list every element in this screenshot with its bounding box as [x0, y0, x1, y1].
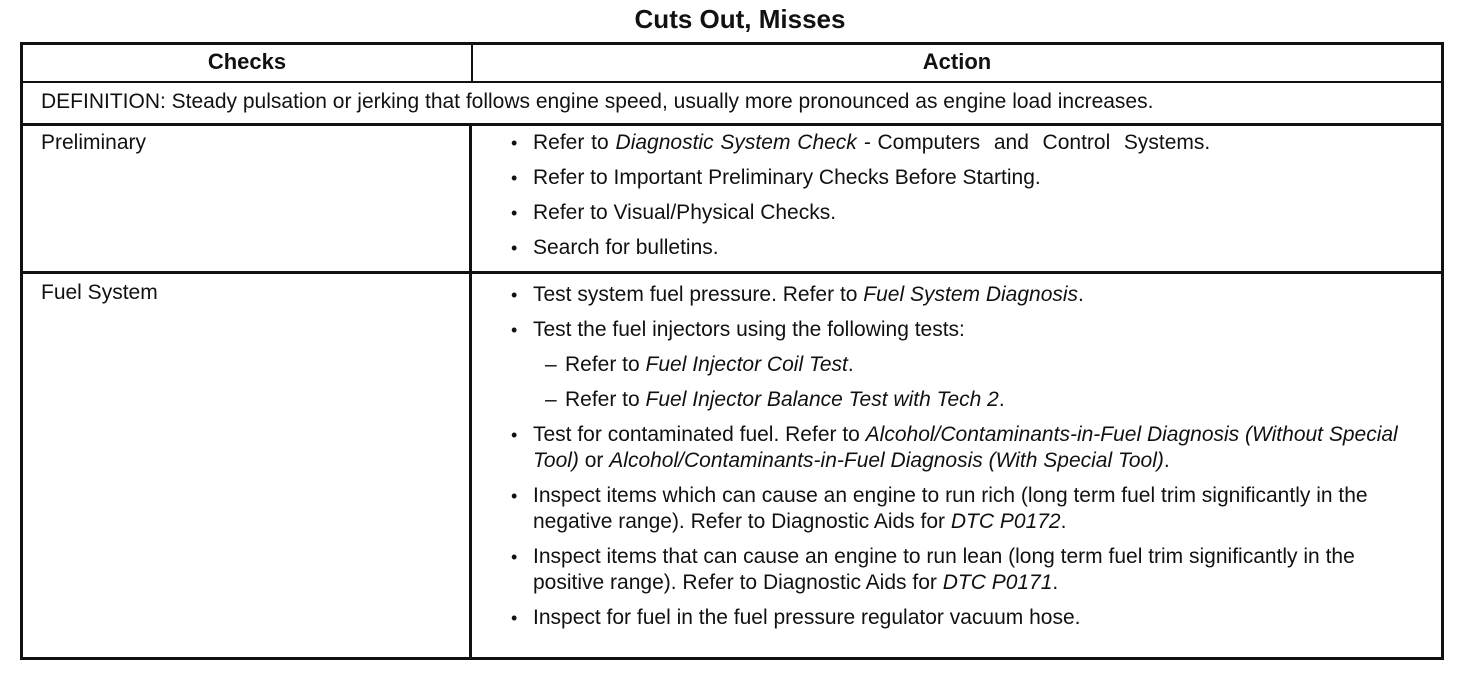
- action-text: Refer to: [565, 353, 646, 376]
- column-divider: [469, 126, 472, 271]
- action-text: Inspect items that can cause an engine to run lean (long term fuel trim significantly in the positive range). Refer to Diagnostic Aids for: [533, 545, 1355, 594]
- check-label-preliminary: Preliminary: [41, 131, 147, 154]
- header-action: Action: [922, 49, 992, 74]
- action-text: Refer to Important Preliminary Checks Before Starting.: [533, 166, 1041, 189]
- action-item: [509, 282, 1409, 308]
- bullet-icon: •: [511, 133, 518, 153]
- action-text: .: [1163, 449, 1170, 472]
- action-reference: Fuel System Diagnosis: [863, 283, 1079, 306]
- bullet-icon: •: [511, 285, 518, 305]
- action-subitem: [509, 352, 1409, 378]
- check-label-fuel-system: Fuel System: [41, 281, 158, 304]
- bullet-icon: •: [511, 168, 518, 188]
- action-reference: Alcohol/Contaminants-in-Fuel Diagnosis (Without Special Tool): [533, 423, 1398, 472]
- action-item: [509, 544, 1409, 596]
- header-checks: Checks: [207, 49, 287, 74]
- action-reference: Diagnostic System Check -: [615, 131, 878, 154]
- action-reference: Fuel Injector Coil Test: [645, 353, 848, 376]
- definition-row: DEFINITION: Steady pulsation or jerking that follows engine speed, usually more pronounced as engine load increases.: [23, 83, 1441, 126]
- action-item: [509, 200, 1409, 226]
- table-header: [23, 45, 1441, 83]
- bullet-icon: •: [511, 203, 518, 223]
- action-text: Computers and Control Systems.: [877, 131, 1211, 154]
- action-text: .: [847, 353, 854, 376]
- action-reference: DTC P0172: [950, 510, 1061, 533]
- bullet-icon: •: [511, 238, 518, 258]
- column-divider: [469, 274, 472, 657]
- table-row-fuel-system: [23, 274, 1441, 657]
- action-item: [509, 165, 1409, 191]
- action-text: Test system fuel pressure. Refer to: [533, 283, 864, 306]
- action-text: Refer to: [533, 131, 616, 154]
- dash-icon: –: [545, 388, 557, 411]
- action-item: [509, 483, 1409, 535]
- diagnosis-table: [20, 42, 1444, 660]
- action-list-fuel-system: [509, 282, 1409, 640]
- action-reference: Fuel Injector Balance Test with Tech 2: [645, 388, 999, 411]
- action-text: .: [998, 388, 1005, 411]
- action-text: Inspect items which can cause an engine to run rich (long term fuel trim significantly in the negative range). Refer to Diagnostic Aids for: [533, 484, 1368, 533]
- action-text: Refer to Visual/Physical Checks.: [533, 201, 837, 224]
- bullet-icon: •: [511, 608, 518, 628]
- bullet-icon: •: [511, 320, 518, 340]
- action-item: [509, 422, 1409, 474]
- action-text: or: [578, 449, 610, 472]
- dash-icon: –: [545, 353, 557, 376]
- action-reference: Alcohol/Contaminants-in-Fuel Diagnosis (With Special Tool): [609, 449, 1164, 472]
- action-text: Test for contaminated fuel. Refer to: [533, 423, 866, 446]
- bullet-icon: •: [511, 547, 518, 567]
- action-text: .: [1060, 510, 1067, 533]
- table-row-preliminary: [23, 126, 1441, 274]
- action-item: [509, 317, 1409, 343]
- action-reference: DTC P0171: [942, 571, 1053, 594]
- action-item: [509, 130, 1409, 156]
- action-text: .: [1078, 283, 1084, 306]
- page-title: Cuts Out, Misses: [634, 4, 846, 34]
- action-item: [509, 605, 1409, 631]
- action-list-preliminary: [509, 130, 1409, 270]
- action-item: [509, 235, 1409, 261]
- action-text: Test the fuel injectors using the following tests:: [533, 318, 965, 341]
- bullet-icon: •: [511, 486, 518, 506]
- action-subitem: [509, 387, 1409, 413]
- action-text: Search for bulletins.: [533, 236, 719, 259]
- action-text: .: [1052, 571, 1059, 594]
- action-text: Inspect for fuel in the fuel pressure regulator vacuum hose.: [533, 606, 1081, 629]
- bullet-icon: •: [511, 425, 518, 445]
- action-text: Refer to: [565, 388, 646, 411]
